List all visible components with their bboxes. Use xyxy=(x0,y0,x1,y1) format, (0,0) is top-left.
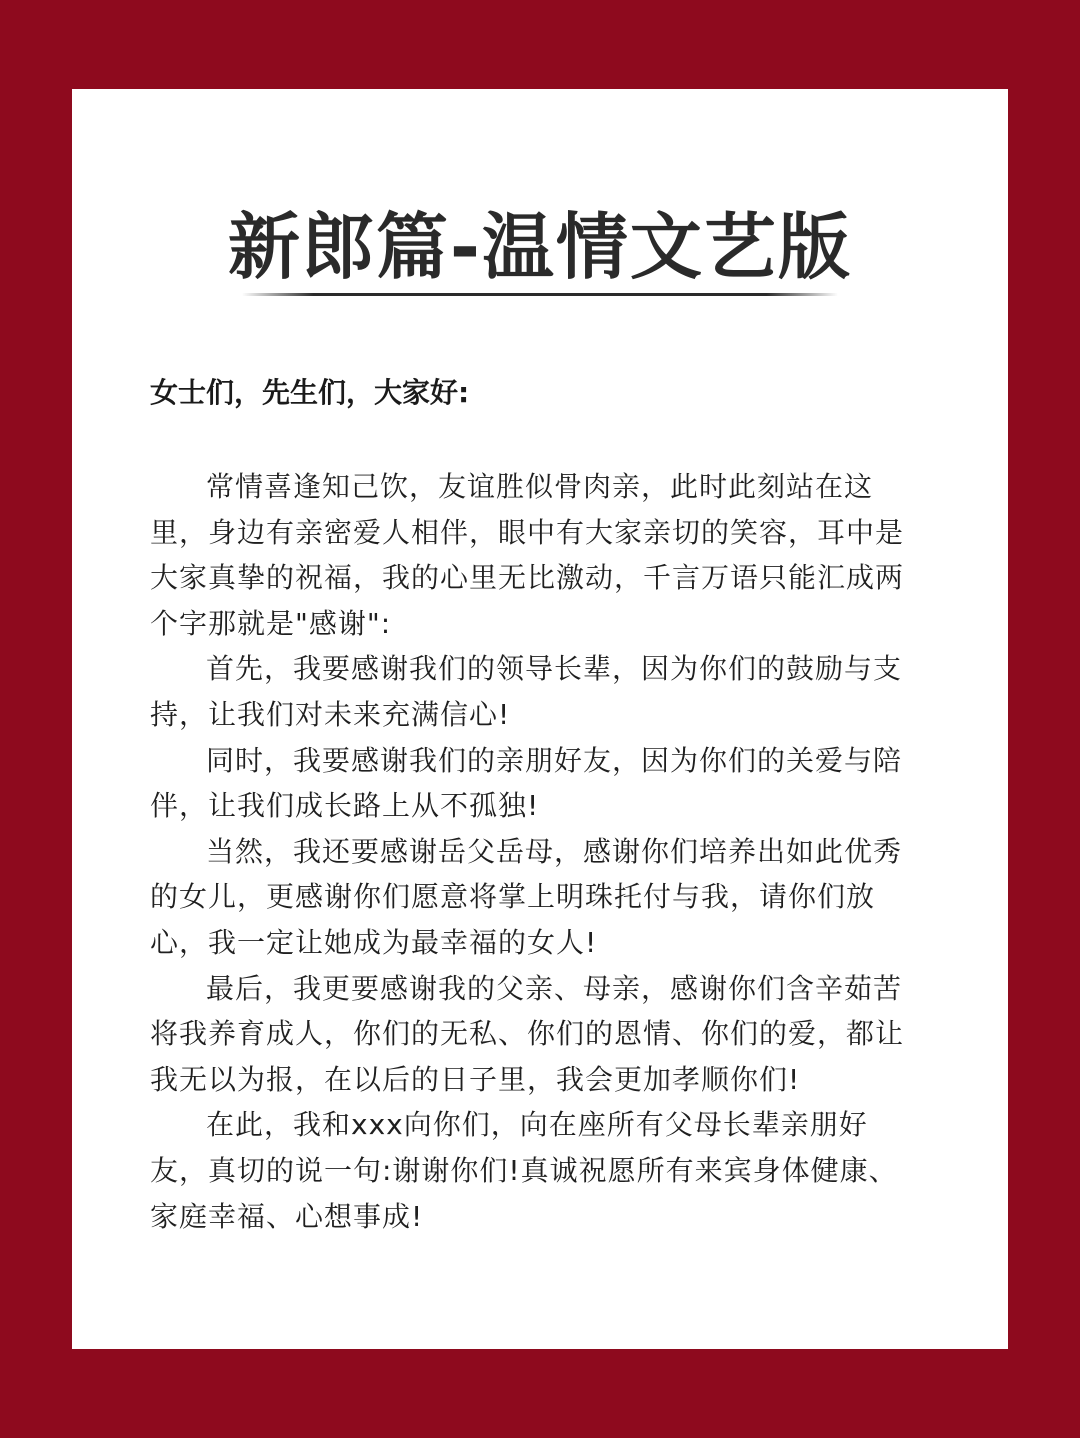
paragraph-3: 同时，我要感谢我们的亲朋好友，因为你们的关爱与陪伴，让我们成长路上从不孤独! xyxy=(150,743,903,823)
paragraph-5: 最后，我更要感谢我的父亲、母亲，感谢你们含辛茹苦将我养育成人，你们的无私、你们的恩情、你们的爱，都让我无以为报，在以后的日子里，我会更加孝顺你们! xyxy=(150,971,905,1096)
greeting: 女士们，先生们，大家好: xyxy=(150,376,470,409)
paragraph-6: 在此，我和xxx向你们，向在座所有父母长辈亲朋好友，真切的说一句:谢谢你们!真诚祝愿所有来宾身体健康、家庭幸福、心想事成! xyxy=(150,1108,898,1233)
paragraph-1: 常情喜逢知己饮，友谊胜似骨肉亲，此时此刻站在这里，身边有亲密爱人相伴，眼中有大家亲切的笑容，耳中是大家真挚的祝福，我的心里无比激动，千言万语只能汇成两个字那就是"感谢": xyxy=(150,470,905,640)
page-title: 新郎篇-温情文艺版 xyxy=(228,205,852,289)
paragraph-4: 当然，我还要感谢岳父岳母，感谢你们培养出如此优秀的女儿，更感谢你们愿意将掌上明珠托付与我，请你们放心，我一定让她成为最幸福的女人! xyxy=(150,834,903,959)
paragraph-2: 首先，我要感谢我们的领导长辈，因为你们的鼓励与支持，让我们对未来充满信心! xyxy=(150,652,903,731)
speech-body xyxy=(150,464,920,1239)
title-underline xyxy=(242,293,838,296)
speech-card xyxy=(72,89,1008,1349)
